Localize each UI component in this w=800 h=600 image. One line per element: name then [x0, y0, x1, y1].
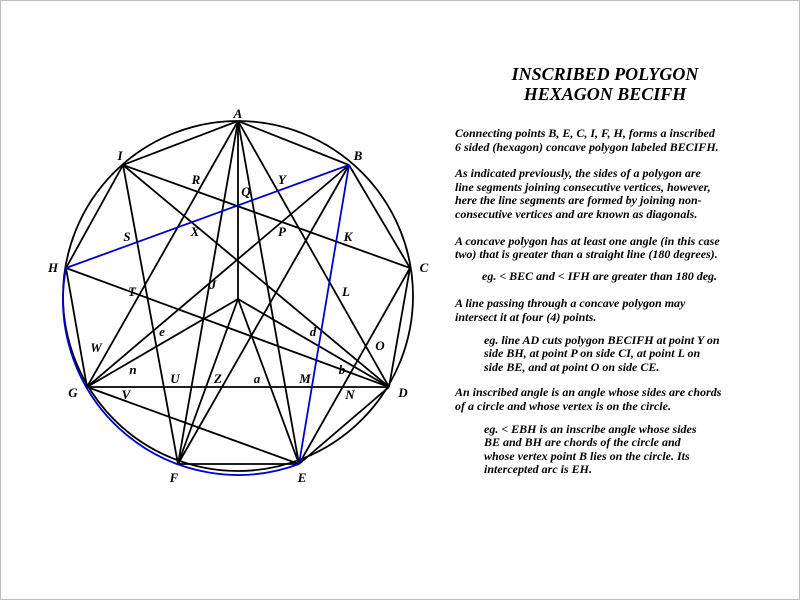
line-ae: [238, 121, 299, 464]
label-E: E: [297, 470, 307, 485]
label-U: U: [170, 371, 180, 386]
label-R: R: [191, 172, 201, 187]
label-S: S: [123, 229, 131, 244]
chord-ab: [238, 121, 349, 165]
chord-bh: [66, 165, 349, 268]
label-D: D: [398, 385, 408, 400]
example-line-ad: eg. line AD cuts polygon BECIFH at point Y on side BH, at point P on side CI, at point L on side BE, and at point O on side CE.: [484, 332, 720, 374]
line-ad: [238, 121, 389, 387]
label-M: M: [299, 371, 311, 386]
example-angles: eg. < BEC and < IFH are greater than 180 deg.: [482, 268, 718, 283]
label-e: e: [159, 324, 165, 339]
chord-lines: [66, 121, 410, 464]
label-b: b: [338, 362, 346, 377]
diagram-title: [480, 64, 730, 104]
line-ic: [123, 165, 410, 268]
label-H: H: [47, 260, 59, 275]
label-G: G: [68, 385, 78, 400]
label-Z: Z: [214, 371, 222, 386]
label-Q: Q: [241, 184, 251, 199]
title-line-1: INSCRIBED POLYGON: [511, 64, 699, 84]
explanation-text: [455, 127, 795, 490]
label-B: B: [353, 148, 363, 163]
label-T: T: [128, 284, 136, 299]
label-V: V: [121, 387, 131, 402]
label-X: X: [190, 224, 200, 239]
line-je: [238, 299, 299, 464]
label-F: F: [169, 470, 179, 485]
label-O: O: [375, 338, 385, 353]
paragraph-intersect: A line passing through a concave polygon may intersect it at four (4) points.: [455, 296, 686, 324]
label-Y: Y: [278, 172, 286, 187]
example-angle-ebh: eg. < EBH is an inscribe angle whose sides BE and BH are chords of the circle and whose vertex point B lies on the circle. Its intercepted arc is EH.: [484, 421, 697, 477]
chord-bc: [349, 165, 410, 268]
paragraph-definition: Connecting points B, E, C, I, F, H, forms a inscribed 6 sided (hexagon) concave polygon labeled BECIFH.: [455, 126, 719, 154]
label-A: A: [233, 106, 243, 121]
paragraph-inscribed-angle: An inscribed angle is an angle whose sides are chords of a circle and whose vertex is on the circle.: [455, 385, 722, 413]
label-C: C: [419, 260, 429, 275]
label-N: N: [345, 387, 355, 402]
label-n: n: [129, 362, 137, 377]
label-K: K: [343, 229, 353, 244]
paragraph-concave: A concave polygon has at least one angle (in this case two) that is greater than a straight line (180 degrees).: [455, 233, 720, 262]
label-a: a: [253, 371, 261, 386]
line-ge: [87, 387, 299, 464]
label-I: I: [117, 148, 123, 163]
chord-hi: [66, 165, 123, 268]
label-J: J: [209, 277, 217, 292]
label-W: W: [90, 340, 102, 355]
line-if: [123, 165, 178, 464]
chord-de: [299, 387, 389, 464]
title-line-2: HEXAGON BECIFH: [523, 84, 687, 104]
label-d: d: [309, 324, 317, 339]
label-P: P: [278, 224, 286, 239]
chord-ia: [123, 121, 238, 165]
label-L: L: [342, 284, 350, 299]
paragraph-diagonals: As indicated previously, the sides of a polygon are line segments joining consecutive vertices, however, here the line segments are formed by joining non- consecutive vertices and are known as diagonals.: [455, 166, 711, 221]
